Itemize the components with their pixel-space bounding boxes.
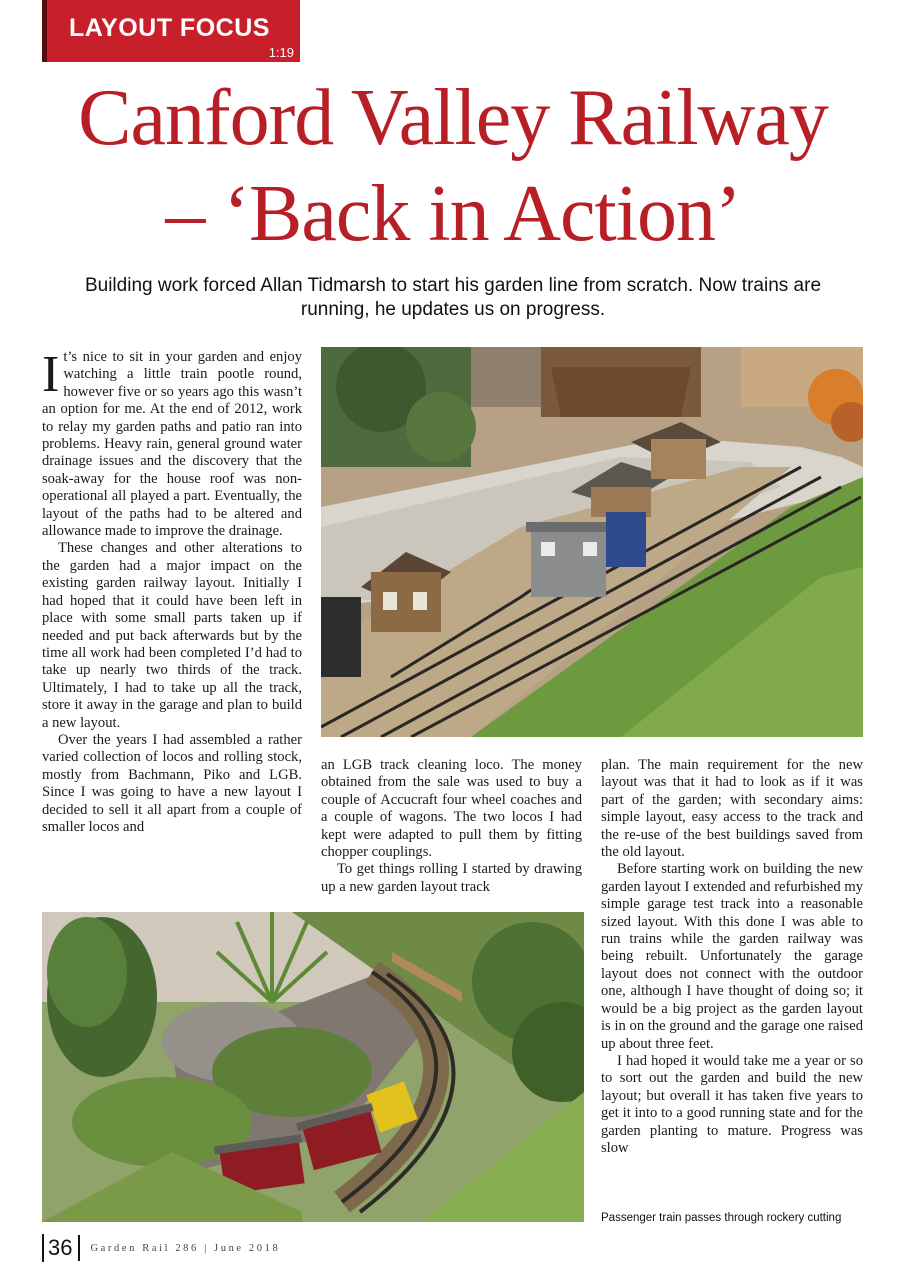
body-column-1: [42, 346, 302, 836]
body-paragraph: Over the years I had assembled a rather varied collection of locos and rolling stock, mostly from Bachmann, Piko and LGB. Since I was going to have a new layout I decided to sell it all apart from a couple of smaller locos and: [42, 731, 302, 835]
page-number: 36: [48, 1235, 80, 1261]
page-folio: [42, 1234, 280, 1262]
body-paragraph: It’s nice to sit in your garden and enjoy watching a little train pootle round, however five or so years ago this wasn’t an option for me. At the end of 2012, work to relay my garden paths and patio ran into problems. Heavy rain, general ground water drainage issues and the discovery that the soak-away for the house roof was non-operational all played a part. Eventually, the layout of the paths had to be altered and allowance made to improve the drainage.: [42, 346, 302, 540]
body-paragraph: plan. The main requirement for the new layout was that it had to look as if it was part of the garden; with secondary aims: simple layout, easy access to the track and the re-use of the best buildings saved from the old layout.: [601, 757, 863, 861]
scale-label: 1:19: [268, 45, 294, 60]
section-label: LAYOUT FOCUS: [69, 14, 270, 42]
rockery-photo: [42, 912, 584, 1222]
body-paragraph: Before starting work on building the new garden layout I extended and refurbished my simple garage test track into a reasonable sized layout. With this done I was able to run trains while the garden railway was being rebuilt. Unfortunately the garage layout does not connect with the outdoor one, although I have thought of doing so; it would be a big project as the garden layout is in on the ground and the garage one raised up about three feet.: [601, 861, 863, 1052]
publication-info: Garden Rail 286 | June 2018: [90, 1242, 281, 1254]
body-paragraph: an LGB track cleaning loco. The money obtained from the sale was used to buy a couple of Accucraft four wheel coaches and a couple of wagons. The two locos I had kept were adapted to pull them by fitting chopper couplings.: [321, 757, 582, 861]
section-tab: [42, 0, 300, 62]
photo-caption: Passenger train passes through rockery cutting: [601, 1212, 842, 1224]
headline: [0, 70, 906, 262]
body-paragraph: I had hoped it would take me a year or so to sort out the garden and build the new layout; but overall it has taken five years to get it into to a good running state and for the garden planting to mature. Progress was slow: [601, 1052, 863, 1156]
body-paragraph: These changes and other alterations to the garden had a major impact on the existing garden railway layout. Initially I had hoped that it could have been left in place with some small parts taken up if needed and put back afterwards but by the time all work had been completed I’d had to take up nearly two thirds of the track. Ultimately, I had to take up all the track, store it away in the garage and plan to build a new layout.: [42, 540, 302, 731]
station-photo: [321, 347, 863, 737]
body-column-2: [321, 757, 582, 896]
station-photo-illustration: [321, 347, 863, 737]
rockery-photo-illustration: [42, 912, 584, 1222]
drop-cap: I: [42, 346, 60, 403]
standfirst: Building work forced Allan Tidmarsh to start his garden line from scratch. Now trains are running, he updates us on progress.: [84, 275, 822, 320]
body-column-3: [601, 757, 863, 1157]
headline-line-1: Canford Valley Railway: [78, 74, 828, 162]
headline-line-2: – ‘Back in Action’: [165, 170, 741, 258]
body-paragraph: To get things rolling I started by drawing up a new garden layout track: [321, 861, 582, 895]
